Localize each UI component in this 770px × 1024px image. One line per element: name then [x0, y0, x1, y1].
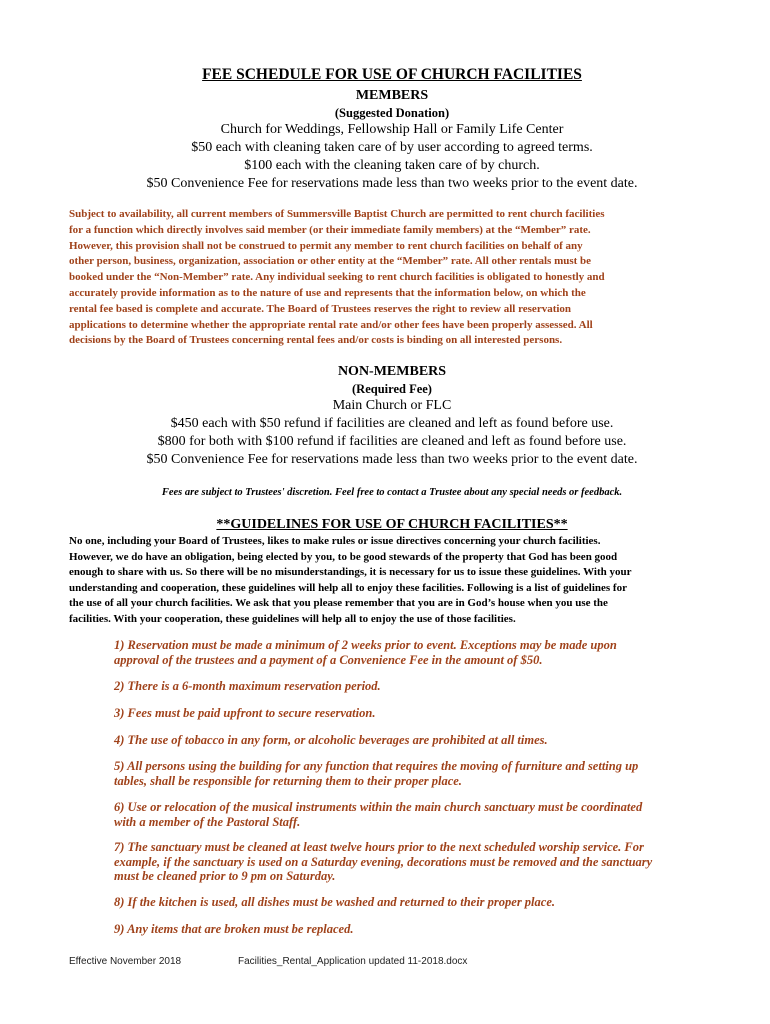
- guideline-line: 8) If the kitchen is used, all dishes must be washed and returned to their proper place.: [114, 895, 556, 909]
- guidelines-intro: [69, 534, 729, 627]
- intro-line: facilities. With your cooperation, these guidelines will help all to enjoy the use of those facilities.: [69, 612, 516, 625]
- guideline-line: example, if the sanctuary is used on a Saturday evening, decorations must be removed and the sanctuary: [114, 854, 653, 869]
- members-heading: MEMBERS: [355, 88, 429, 103]
- trustee-discretion-note: Fees are subject to Trustees' discretion. Feel free to contact a Trustee about any special needs or feedback.: [161, 487, 623, 498]
- guideline-item: [114, 759, 714, 788]
- guideline-line: 3) Fees must be paid upfront to secure reservation.: [114, 706, 376, 720]
- members-fee-line: Church for Weddings, Fellowship Hall or Family Life Center: [220, 122, 564, 137]
- guideline-line: approval of the trustees and a payment of a Convenience Fee in the amount of $50.: [114, 652, 543, 667]
- members-fee-line: $50 each with cleaning taken care of by user according to agreed terms.: [191, 140, 593, 155]
- nonmembers-fee-line: Main Church or FLC: [332, 398, 452, 413]
- guideline-item: [114, 679, 714, 694]
- guideline-item: [114, 840, 714, 884]
- paragraph-line: other person, business, organization, association or other entity at the “Member” rate. All other rentals must be: [69, 255, 592, 268]
- nonmembers-subheading: (Required Fee): [352, 382, 432, 396]
- guideline-item: [114, 895, 714, 910]
- intro-line: the use of all your church facilities. We ask that you please remember that you are in God’s house when you use the: [69, 597, 608, 609]
- guideline-line: 6) Use or relocation of the musical instruments within the main church sanctuary must be coordinated: [114, 800, 643, 814]
- guideline-line: 9) Any items that are broken must be replaced.: [114, 922, 354, 936]
- nonmembers-fee-line: $800 for both with $100 refund if facilities are cleaned and left as found before use.: [157, 434, 627, 449]
- guideline-item: [114, 733, 714, 748]
- guideline-line: with a member of the Pastoral Staff.: [114, 814, 301, 829]
- nonmembers-fee-line: $50 Convenience Fee for reservations made less than two weeks prior to the event date.: [146, 452, 638, 467]
- paragraph-line: booked under the “Non-Member” rate. Any individual seeking to rent church facilities is obligated to honestly and: [69, 271, 605, 284]
- guideline-line: tables, shall be responsible for returning them to their proper place.: [114, 773, 462, 788]
- footer-filename: Facilities_Rental_Application updated 11-2018.docx: [238, 956, 468, 967]
- guideline-item: [114, 800, 714, 829]
- paragraph-line: for a function which directly involves said member (or their immediate family members) at the “Member” rate.: [69, 223, 591, 236]
- paragraph-line: applications to determine whether the appropriate rental rate and/or other fees have been properly assessed. All: [69, 318, 593, 331]
- members-fee-line: $50 Convenience Fee for reservations made less than two weeks prior to the event date.: [146, 176, 638, 191]
- guideline-line: 2) There is a 6-month maximum reservation period.: [114, 679, 381, 693]
- guidelines-title: **GUIDELINES FOR USE OF CHURCH FACILITIES**: [216, 517, 568, 532]
- intro-line: enough to share with us. So there will be no misunderstandings, it is necessary for us to issue these guidelines. With your: [69, 566, 632, 578]
- guideline-item: [114, 922, 714, 937]
- intro-line: However, we do have an obligation, being elected by you, to be good stewards of the property that God has been good: [69, 550, 618, 563]
- guideline-line: 4) The use of tobacco in any form, or alcoholic beverages are prohibited at all times.: [114, 733, 548, 747]
- paragraph-line: rental fee based is complete and accurate. The Board of Trustees reserves the right to review all reservation: [69, 302, 572, 315]
- paragraph-line: However, this provision shall not be construed to permit any member to rent church facilities on behalf of any: [69, 239, 583, 252]
- guideline-item: [114, 638, 714, 667]
- members-fee-line: $100 each with the cleaning taken care of by church.: [244, 158, 540, 173]
- members-subheading: (Suggested Donation): [334, 106, 450, 120]
- guideline-line: must be cleaned prior to 9 pm on Saturday.: [114, 869, 336, 883]
- intro-line: No one, including your Board of Trustees, likes to make rules or issue directives concerning your church facilities.: [69, 535, 601, 547]
- paragraph-line: decisions by the Board of Trustees concerning rental fees and/or costs is binding on all interested persons.: [69, 334, 563, 347]
- page-title: FEE SCHEDULE FOR USE OF CHURCH FACILITIES: [202, 66, 582, 83]
- guideline-line: 1) Reservation must be made a minimum of 2 weeks prior to event. Exceptions may be made upon: [114, 638, 617, 652]
- paragraph-line: Subject to availability, all current members of Summersville Baptist Church are permitted to rent church facilities: [69, 208, 605, 220]
- guideline-line: 5) All persons using the building for any function that requires the moving of furniture and setting up: [114, 759, 639, 773]
- members-policy-paragraph: [69, 207, 729, 349]
- guideline-line: 7) The sanctuary must be cleaned at least twelve hours prior to the next scheduled worship service. For: [114, 840, 644, 854]
- paragraph-line: accurately provide information as to the nature of use and represents that the information below, on which the: [69, 286, 586, 299]
- guideline-item: [114, 706, 714, 721]
- footer-effective-date: Effective November 2018: [69, 956, 182, 967]
- nonmembers-fee-line: $450 each with $50 refund if facilities are cleaned and left as found before use.: [170, 416, 614, 431]
- intro-line: understanding and cooperation, these guidelines will help all to enjoy these facilities. Following is a list of guidelines for: [69, 581, 627, 594]
- nonmembers-heading: NON-MEMBERS: [337, 364, 447, 379]
